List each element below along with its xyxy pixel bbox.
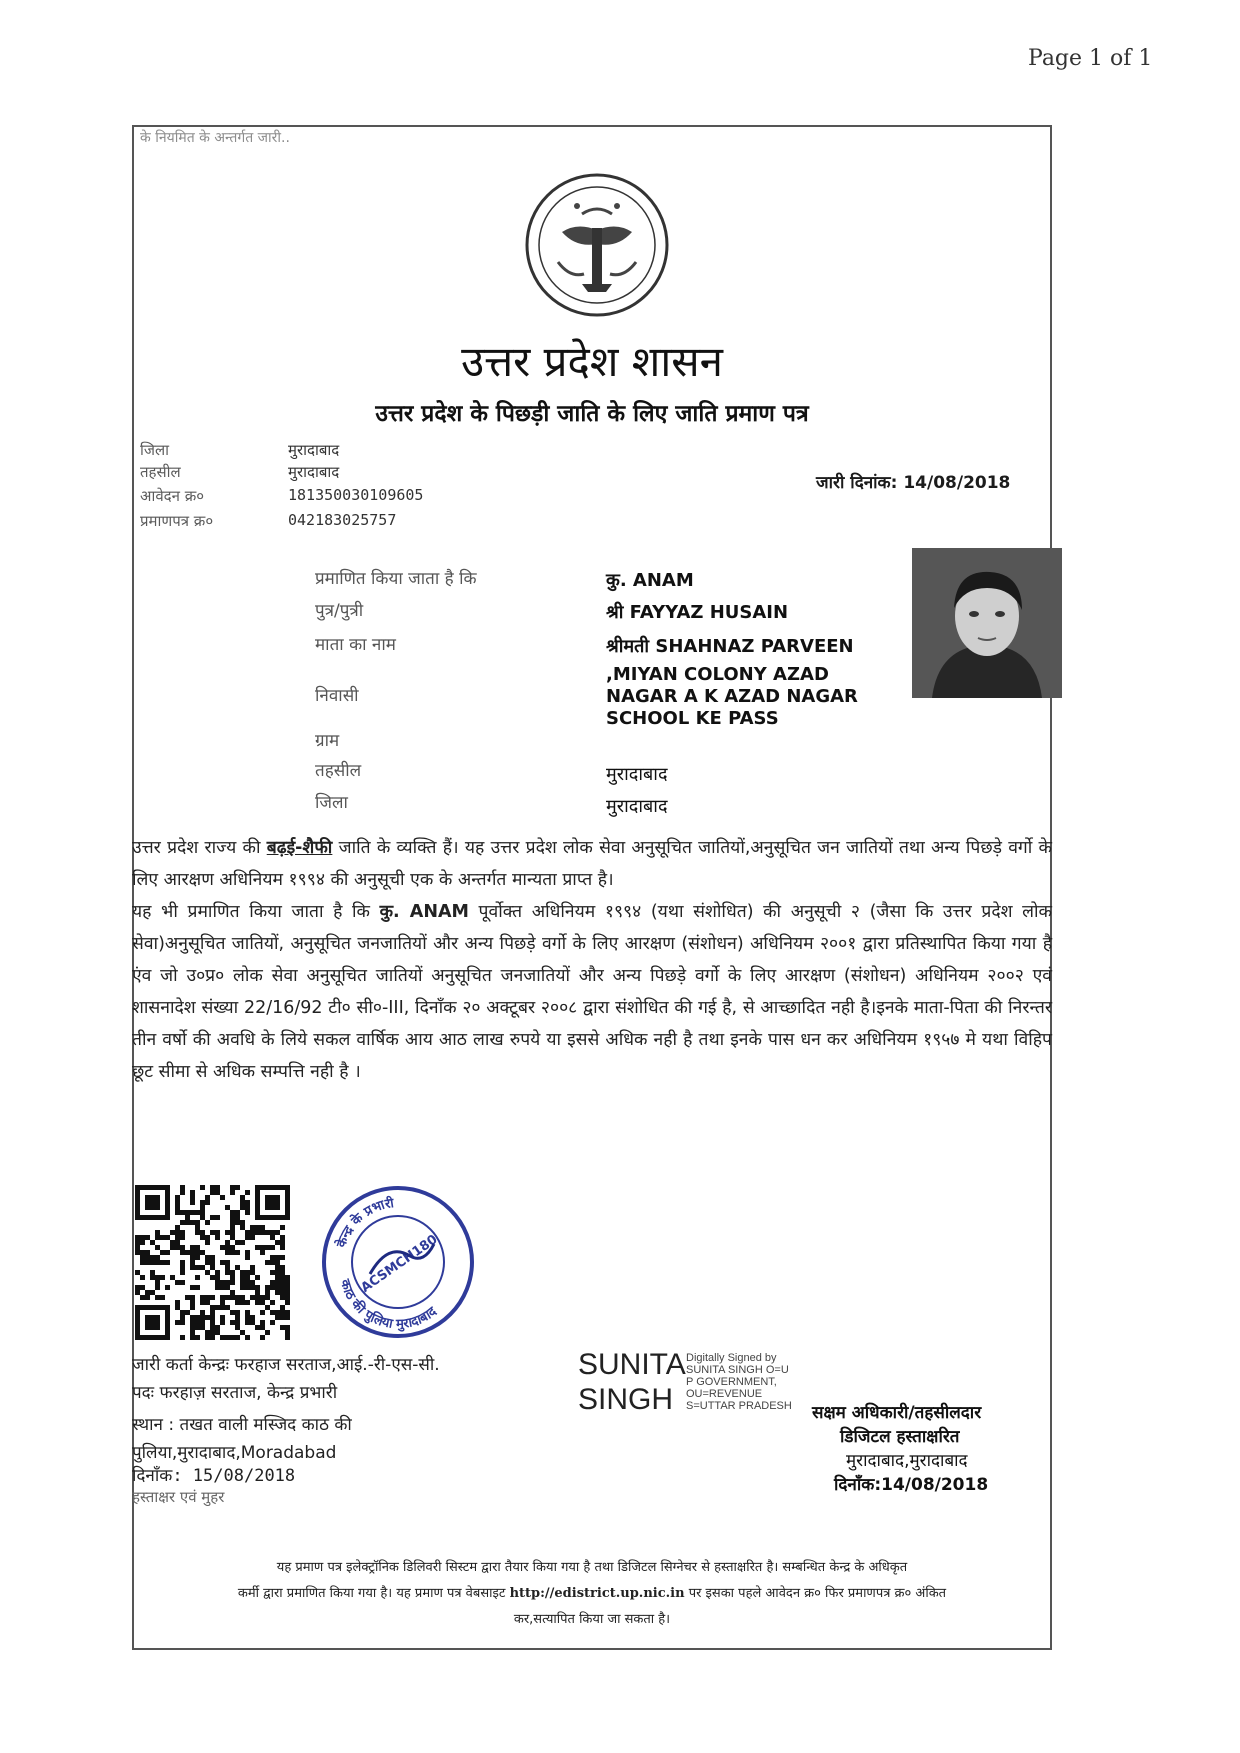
tehsil-label: तहसील <box>315 761 362 781</box>
signature-detail-line: Digitally Signed by <box>686 1352 777 1364</box>
body-text-span: पूर्वोक्त अधिनियम १९९४ (यथा संशोधित) की अनुसूची २ (जैसा कि उत्तर प्रदेश लोक सेवा)अनुसूचित जातियों, अनुसूचित जनजातियों और अन्य पिछड़े वर्गो के लिए आरक्षण (संशोधन) अधिनियम २००१ द्वारा प्रतिस्थापित किया गया है एंव जो उ०प्र० लोक सेवा अनुसूचित जातियों अनुसूचित जनजातियों और अन्य पिछड़े वर्गो के लिए आरक्षण (संशोधन) अधिनियम २००२ एवं शासनादेश संख्या 22/16/92 टी० सी०-III, दिनाँक २० अक्टूबर २००८ द्वारा संशोधित की गई है, से आच्छादित नही है।इनके माता-पिता की निरन्तर तीन वर्षो की अवधि के लिये सकल वार्षिक आय आठ लाख रुपये या इससे अधिक नही है तथा इनके पास धन कर अधिनियम १९५७ मे यथा विहिप छूट सीमा से अधिक सम्पत्ति नही है । <box>132 902 1052 1082</box>
sign-seal-label: हस्ताक्षर एवं मुहर <box>132 1488 225 1506</box>
officer-place: मुरादाबाद,मुरादाबाद <box>846 1451 968 1471</box>
meta-label: आवेदन क्र० <box>140 487 205 505</box>
meta-label: तहसील <box>140 463 181 481</box>
meta-value: मुरादाबाद <box>288 441 340 459</box>
meta-value: 042183025757 <box>288 511 397 529</box>
page-number: Page 1 of 1 <box>1028 46 1153 71</box>
body-text-span: जाति के व्यक्ति हैं। यह उत्तर प्रदेश लोक सेवा अनुसूचित जातियों,अनुसूचित जन जातियों तथा अन्य पिछड़े वर्गो के लिए आरक्षण अधिनियम १९९४ की अनुसूची एक के अन्तर्गत मान्यता प्राप्त है। <box>132 838 1052 890</box>
certificate-title: उत्तर प्रदेश शासन <box>461 337 723 386</box>
district-label: जिला <box>315 793 348 813</box>
meta-label: जिला <box>140 441 170 459</box>
footer-note <box>132 1555 1052 1633</box>
caste-name: बढ़ई-शैफी <box>266 838 333 858</box>
digitally-signed-label: डिजिटल हस्ताक्षरित <box>840 1427 960 1447</box>
address-line: NAGAR A K AZAD NAGAR <box>606 686 858 707</box>
resident-label: निवासी <box>315 686 359 706</box>
svg-text:केन्द्र के प्रभारी <box>333 1195 396 1251</box>
applicant-photo <box>912 548 1062 698</box>
body-paragraph-1 <box>132 832 1052 896</box>
meta-label: प्रमाणपत्र क्र० <box>140 512 214 530</box>
applicant-name: कु. ANAM <box>606 570 694 591</box>
address-line: SCHOOL KE PASS <box>606 708 779 729</box>
body-text-span: उत्तर प्रदेश राज्य की <box>132 838 267 858</box>
certificate-body <box>132 832 1052 1088</box>
footer-line-3: कर,सत्यापित किया जा सकता है। <box>513 1612 671 1627</box>
body-text-span: यह भी प्रमाणित किया जाता है कि <box>132 902 380 922</box>
district-value: मुरादाबाद <box>606 796 668 817</box>
footer-line-2 <box>132 1581 1052 1607</box>
certify-label: प्रमाणित किया जाता है कि <box>315 569 477 589</box>
address-line: ,MIYAN COLONY AZAD <box>606 664 829 685</box>
issue-date: जारी दिनांक: 14/08/2018 <box>816 473 1011 493</box>
body-paragraph-2 <box>132 896 1052 1088</box>
signature-detail-line: P GOVERNMENT, <box>686 1376 777 1388</box>
verification-url: http://edistrict.up.nic.in <box>509 1586 685 1601</box>
relation-label: पुत्र/पुत्री <box>315 601 364 621</box>
seal-text-top: केन्द्र के प्रभारी <box>334 1196 395 1250</box>
officer-title: सक्षम अधिकारी/तहसीलदार <box>812 1403 982 1423</box>
footer-text-span: कर्मी द्वारा प्रमाणित किया गया है। यह प्रमाण पत्र वेबसाइट <box>237 1586 510 1601</box>
signature-detail-line: SUNITA SINGH O=U <box>686 1364 789 1376</box>
digital-signature-details <box>686 1352 792 1412</box>
father-name: श्री FAYYAZ HUSAIN <box>606 602 789 623</box>
qr-code <box>135 1185 290 1340</box>
signature-detail-line: OU=REVENUE <box>686 1388 763 1400</box>
digital-signature-name-1: SUNITA <box>578 1348 686 1381</box>
seal-text-bottom: काठ की पुलिया मुरादाबाद <box>336 1277 440 1333</box>
meta-value: मुरादाबाद <box>288 463 340 481</box>
address <box>606 664 916 730</box>
seal-code: ACSMCH180 <box>358 1232 441 1296</box>
mother-label: माता का नाम <box>315 635 396 655</box>
mother-name: श्रीमती SHAHNAZ PARVEEN <box>606 636 854 657</box>
footer-line-1: यह प्रमाण पत्र इलेक्ट्रॉनिक डिलिवरी सिस्टम द्वारा तैयार किया गया है तथा डिजिटल सिग्नेचर से हस्ताक्षरित है। सम्बन्धित केन्द्र के अधिकृत <box>276 1560 908 1575</box>
top-note: के नियमित के अन्तर्गत जारी.. <box>140 130 290 146</box>
meta-value: 181350030109605 <box>288 486 424 504</box>
issuing-centre: जारी कर्ता केन्द्रः फरहाज सरताज,आई.-री-एस-सी. <box>132 1355 440 1375</box>
certificate-subtitle: उत्तर प्रदेश के पिछड़ी जाति के लिए जाति प्रमाण पत्र <box>375 401 809 427</box>
officer-date: दिनाँक:14/08/2018 <box>834 1475 989 1495</box>
issuer-place-2: पुलिया,मुरादाबाद,Moradabad <box>132 1443 337 1463</box>
footer-text-span: पर इसका पहले आवेदन क्र० फिर प्रमाणपत्र क्र० अंकित <box>684 1586 947 1601</box>
digital-signature-name-2: SINGH <box>578 1383 674 1416</box>
issuer-date: दिनाँक: 15/08/2018 <box>132 1466 296 1486</box>
applicant-name-inline: कु. ANAM <box>379 902 469 922</box>
issuer-place-1: स्थान : तखत वाली मस्जिद काठ की <box>132 1415 352 1435</box>
issuer-post: पदः फरहाज़ सरताज, केन्द्र प्रभारी <box>132 1383 338 1403</box>
village-label: ग्राम <box>315 731 340 751</box>
svg-text:काठ की पुलिया मुरादाबाद <box>337 1277 441 1332</box>
signature-detail-line: S=UTTAR PRADESH <box>686 1400 792 1412</box>
up-emblem-icon <box>522 170 672 320</box>
centre-seal-stamp <box>318 1182 478 1342</box>
tehsil-value: मुरादाबाद <box>606 764 668 785</box>
